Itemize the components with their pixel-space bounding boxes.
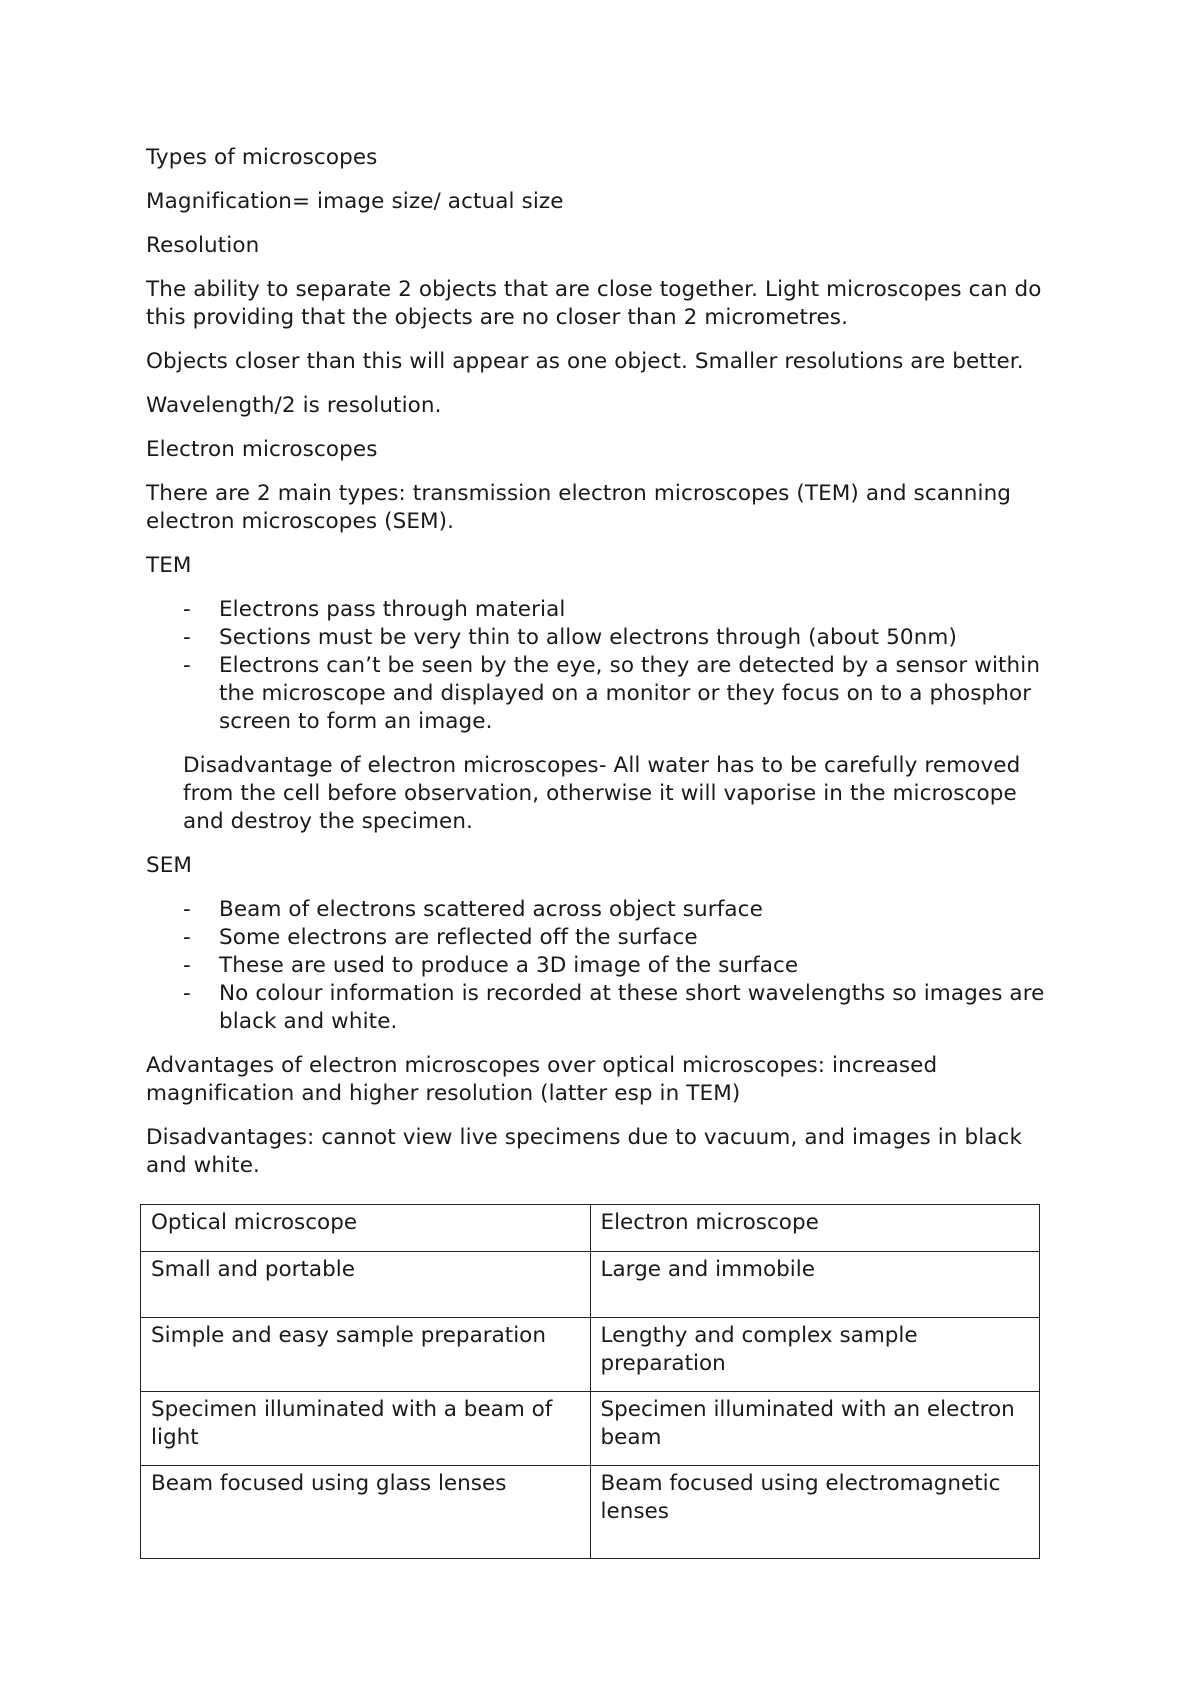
sem-heading: SEM bbox=[146, 853, 193, 878]
document-body bbox=[146, 144, 1056, 1196]
list-item: - Electrons pass through material bbox=[146, 596, 1056, 624]
electron-microscopes-heading: Electron microscopes bbox=[146, 437, 378, 462]
resolution-note: Objects closer than this will appear as one object. Smaller resolutions are better. bbox=[146, 349, 1024, 374]
tem-heading: TEM bbox=[146, 553, 192, 578]
table-cell: Small and portable bbox=[141, 1252, 591, 1318]
resolution-heading: Resolution bbox=[146, 233, 260, 258]
table-cell: Specimen illuminated with a beam of light bbox=[141, 1392, 591, 1466]
disadvantages-paragraph: Disadvantages: cannot view live specimens due to vacuum, and images in black and white. bbox=[146, 1125, 1023, 1178]
table-header-row bbox=[141, 1205, 1040, 1252]
magnification-formula: Magnification= image size/ actual size bbox=[146, 189, 564, 214]
table-row bbox=[141, 1252, 1040, 1318]
comparison-table bbox=[140, 1204, 1040, 1559]
table-cell: Simple and easy sample preparation bbox=[141, 1318, 591, 1392]
table-cell: Specimen illuminated with an electron beam bbox=[590, 1392, 1040, 1466]
table-cell: Optical microscope bbox=[141, 1205, 591, 1252]
list-item: - Some electrons are reflected off the surface bbox=[146, 924, 1056, 952]
tem-list bbox=[146, 596, 1056, 736]
table-cell: Beam focused using electromagnetic lenses bbox=[590, 1466, 1040, 1559]
sem-list bbox=[146, 896, 1056, 1036]
list-item: - Electrons can’t be seen by the eye, so they are detected by a sensor within the microscope and displayed on a monitor or they focus on to a phosphor screen to form an image. bbox=[146, 652, 1056, 736]
resolution-definition: The ability to separate 2 objects that are close together. Light microscopes can do this providing that the objects are no closer than 2 micrometres. bbox=[146, 277, 1042, 330]
table-row bbox=[141, 1392, 1040, 1466]
electron-types-paragraph: There are 2 main types: transmission electron microscopes (TEM) and scanning electron microscopes (SEM). bbox=[146, 481, 1012, 534]
table-cell: Large and immobile bbox=[590, 1252, 1040, 1318]
table-row bbox=[141, 1466, 1040, 1559]
list-item: - These are used to produce a 3D image of the surface bbox=[146, 952, 1056, 980]
page-title: Types of microscopes bbox=[146, 145, 378, 170]
table-cell: Electron microscope bbox=[590, 1205, 1040, 1252]
list-item: - No colour information is recorded at these short wavelengths so images are black and white. bbox=[146, 980, 1056, 1036]
list-item: - Beam of electrons scattered across object surface bbox=[146, 896, 1056, 924]
table-cell: Beam focused using glass lenses bbox=[141, 1466, 591, 1559]
tem-disadvantage: Disadvantage of electron microscopes- All water has to be carefully removed from the cell before observation, otherwise it will vaporise in the microscope and destroy the specimen. bbox=[183, 753, 1021, 834]
list-item: - Sections must be very thin to allow electrons through (about 50nm) bbox=[146, 624, 1056, 652]
table-row bbox=[141, 1318, 1040, 1392]
table-cell: Lengthy and complex sample preparation bbox=[590, 1318, 1040, 1392]
advantages-paragraph: Advantages of electron microscopes over optical microscopes: increased magnification and higher resolution (latter esp in TEM) bbox=[146, 1053, 938, 1106]
wavelength-note: Wavelength/2 is resolution. bbox=[146, 393, 442, 418]
